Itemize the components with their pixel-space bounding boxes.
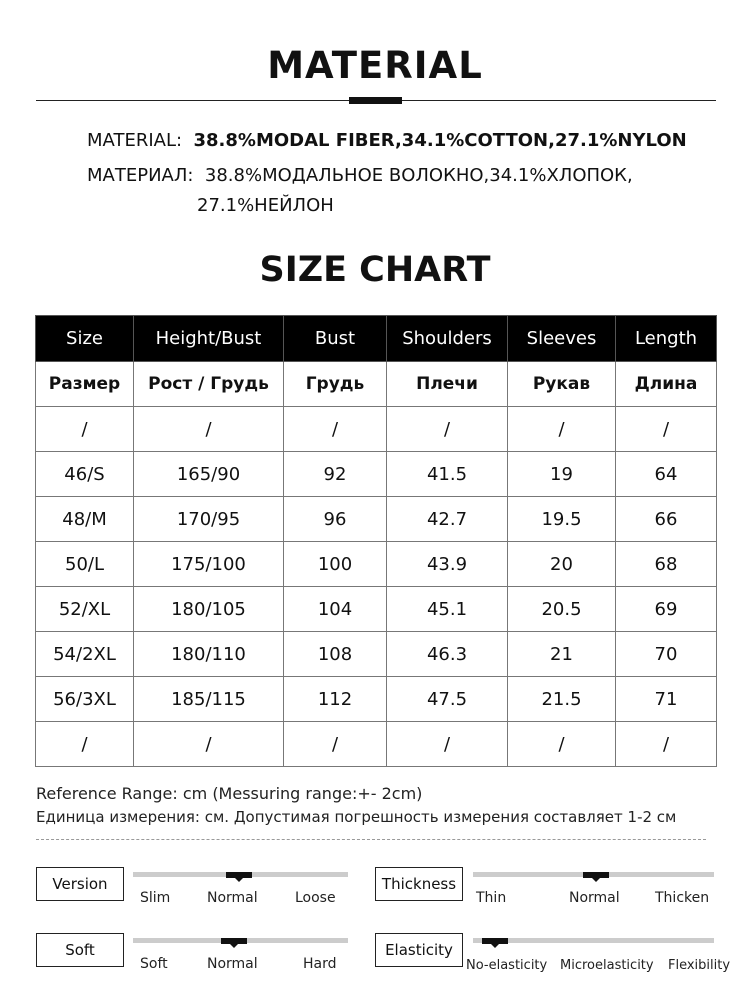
material-ru-label: МАТЕРИАЛ: — [87, 165, 194, 186]
thickness-indicator — [583, 872, 609, 878]
elasticity-label: Elasticity — [375, 933, 463, 967]
material-en-value: 38.8%MODAL FIBER,34.1%COTTON,27.1%NYLON — [193, 130, 687, 151]
thickness-label: Thickness — [375, 867, 463, 901]
size-table — [35, 315, 717, 767]
version-option: Slim — [140, 890, 171, 906]
soft-indicator — [221, 938, 247, 944]
table-row — [36, 632, 717, 677]
table-cell: 45.1 — [387, 587, 508, 632]
thickness-option: Thin — [476, 890, 507, 906]
table-cell: 46.3 — [387, 632, 508, 677]
table-cell: / — [284, 407, 387, 452]
table-cell: / — [616, 722, 717, 767]
header-ru-cell: Плечи — [387, 362, 508, 407]
table-cell: 70 — [616, 632, 717, 677]
table-row — [36, 542, 717, 587]
table-cell: / — [616, 407, 717, 452]
table-cell: 42.7 — [387, 497, 508, 542]
table-cell: 50/L — [36, 542, 134, 587]
table-row — [36, 587, 717, 632]
table-cell: 108 — [284, 632, 387, 677]
size-table-header — [36, 316, 717, 362]
dashed-divider — [36, 839, 706, 840]
thickness-option: Normal — [569, 890, 620, 906]
elasticity-indicator — [482, 938, 508, 944]
table-cell: 69 — [616, 587, 717, 632]
table-cell: 41.5 — [387, 452, 508, 497]
elasticity-option: Flexibility — [668, 958, 731, 973]
size-chart-heading: SIZE CHART — [259, 250, 491, 290]
material-en — [87, 130, 687, 151]
table-cell: 165/90 — [134, 452, 284, 497]
table-cell: 64 — [616, 452, 717, 497]
table-cell: 48/M — [36, 497, 134, 542]
elasticity-slider — [473, 938, 714, 943]
header-cell: Shoulders — [387, 316, 508, 362]
header-cell: Bust — [284, 316, 387, 362]
table-cell: 170/95 — [134, 497, 284, 542]
header-cell: Length — [616, 316, 717, 362]
material-ru — [87, 165, 633, 186]
size-table-header-ru — [36, 362, 717, 407]
elasticity-option: Microelasticity — [560, 958, 654, 973]
header-ru-cell: Длина — [616, 362, 717, 407]
soft-option: Normal — [207, 956, 258, 972]
table-cell: 68 — [616, 542, 717, 587]
table-cell: 185/115 — [134, 677, 284, 722]
reference-note-en: Reference Range: cm (Messuring range:+- 2cm) — [36, 784, 423, 803]
version-option: Normal — [207, 890, 258, 906]
table-cell: / — [508, 722, 616, 767]
table-cell: 43.9 — [387, 542, 508, 587]
table-cell: / — [387, 722, 508, 767]
table-cell: 21.5 — [508, 677, 616, 722]
table-cell: 100 — [284, 542, 387, 587]
table-cell: 19.5 — [508, 497, 616, 542]
table-cell: / — [134, 722, 284, 767]
table-row — [36, 452, 717, 497]
header-ru-cell: Размер — [36, 362, 134, 407]
table-cell: 71 — [616, 677, 717, 722]
table-cell: 46/S — [36, 452, 134, 497]
table-cell: 112 — [284, 677, 387, 722]
heading-divider-mark — [349, 97, 402, 104]
table-row — [36, 722, 717, 767]
table-cell: / — [387, 407, 508, 452]
soft-option: Soft — [140, 956, 168, 972]
table-cell: 52/XL — [36, 587, 134, 632]
thickness-option: Thicken — [655, 890, 710, 906]
table-row — [36, 677, 717, 722]
material-ru-line2: 27.1%НЕЙЛОН — [197, 195, 334, 216]
table-cell: 104 — [284, 587, 387, 632]
material-heading: MATERIAL — [267, 44, 483, 87]
header-cell: Size — [36, 316, 134, 362]
soft-option: Hard — [303, 956, 337, 972]
material-ru-value-line1: 38.8%МОДАЛЬНОЕ ВОЛОКНО,34.1%ХЛОПОК, — [204, 165, 633, 186]
header-ru-cell: Грудь — [284, 362, 387, 407]
material-en-label: MATERIAL: — [87, 130, 183, 151]
table-cell: 180/110 — [134, 632, 284, 677]
table-cell: 96 — [284, 497, 387, 542]
table-row — [36, 497, 717, 542]
table-cell: / — [284, 722, 387, 767]
version-indicator — [226, 872, 252, 878]
table-cell: 20 — [508, 542, 616, 587]
table-cell: 47.5 — [387, 677, 508, 722]
table-cell: 66 — [616, 497, 717, 542]
table-cell: 56/3XL — [36, 677, 134, 722]
soft-label: Soft — [36, 933, 124, 967]
elasticity-option: No-elasticity — [466, 958, 548, 973]
table-cell: 180/105 — [134, 587, 284, 632]
table-row — [36, 407, 717, 452]
version-option: Loose — [295, 890, 336, 906]
table-cell: 21 — [508, 632, 616, 677]
table-cell: / — [36, 407, 134, 452]
table-cell: 20.5 — [508, 587, 616, 632]
size-table-body — [36, 407, 717, 767]
header-ru-cell: Рукав — [508, 362, 616, 407]
reference-note-ru: Единица измерения: см. Допустимая погрешность измерения составляет 1-2 см — [36, 808, 677, 826]
header-cell: Sleeves — [508, 316, 616, 362]
header-cell: Height/Bust — [134, 316, 284, 362]
table-cell: 175/100 — [134, 542, 284, 587]
table-cell: 92 — [284, 452, 387, 497]
header-ru-cell: Рост / Грудь — [134, 362, 284, 407]
table-cell: 54/2XL — [36, 632, 134, 677]
version-label: Version — [36, 867, 124, 901]
table-cell: / — [36, 722, 134, 767]
table-cell: 19 — [508, 452, 616, 497]
table-cell: / — [134, 407, 284, 452]
table-cell: / — [508, 407, 616, 452]
